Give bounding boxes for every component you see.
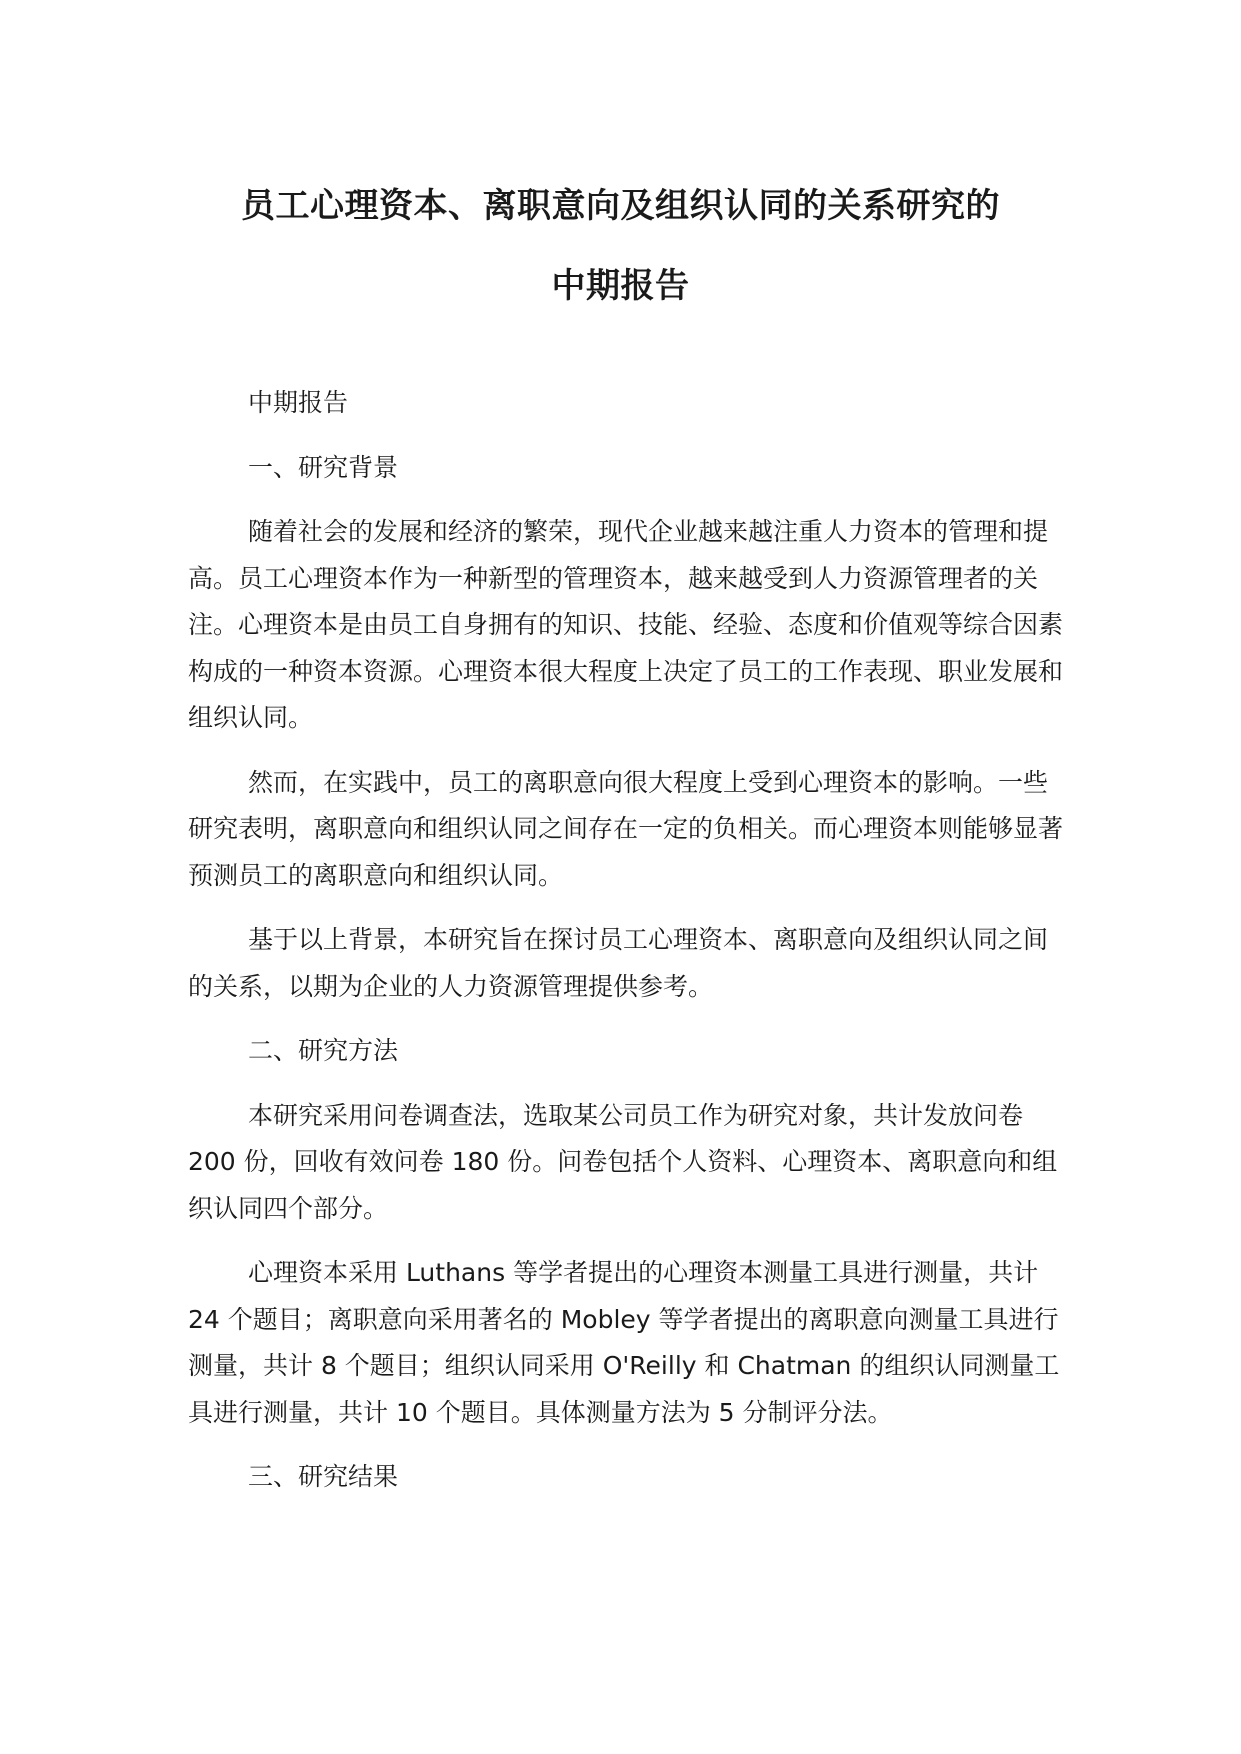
paragraph-background-3: 基于以上背景，本研究旨在探讨员工心理资本、离职意向及组织认同之间的关系，以期为企业的人力资源管理提供参考。 [188,925,1049,1001]
subtitle-midterm-report: 中期报告 [248,388,349,417]
paragraph-background-2: 然而，在实践中，员工的离职意向很大程度上受到心理资本的影响。一些研究表明，离职意向和组织认同之间存在一定的负相关。而心理资本则能够显著预测员工的离职意向和组织认同。 [188,767,1064,890]
section-heading-background: 一、研究背景 [248,452,399,482]
paragraph-background-1: 随着社会的发展和经济的繁荣，现代企业越来越注重人力资本的管理和提高。员工心理资本作为一种新型的管理资本，越来越受到人力资源管理者的关注。心理资本是由员工自身拥有的知识、技能、经验、态度和价值观等综合因素构成的一种资本资源。心理资本很大程度上决定了员工的工作表现、职业发展和组织认同。 [188,517,1064,732]
section-heading-results: 三、研究结果 [248,1462,399,1491]
paragraph-method-2: 心理资本采用 Luthans 等学者提出的心理资本测量工具进行测量，共计 24 个题目；离职意向采用著名的 Mobley 等学者提出的离职意向测量工具进行测量，共计 8 个题目；组织认同采用 O'Reilly 和 Chatman 的组织认同测量工具进行测量，共计 10 个题目。具体测量方法为 5 分制评分法。 [188,1258,1060,1427]
document-body [188,380,1068,1519]
document-title-line-1: 员工心理资本、离职意向及组织认同的关系研究的 [241,186,1000,226]
section-heading-method: 二、研究方法 [248,1036,399,1065]
document-title-line-2: 中期报告 [551,266,690,306]
paragraph-method-1: 本研究采用问卷调查法，选取某公司员工作为研究对象，共计发放问卷 200 份，回收有效问卷 180 份。问卷包括个人资料、心理资本、离职意向和组织认同四个部分。 [188,1100,1058,1223]
